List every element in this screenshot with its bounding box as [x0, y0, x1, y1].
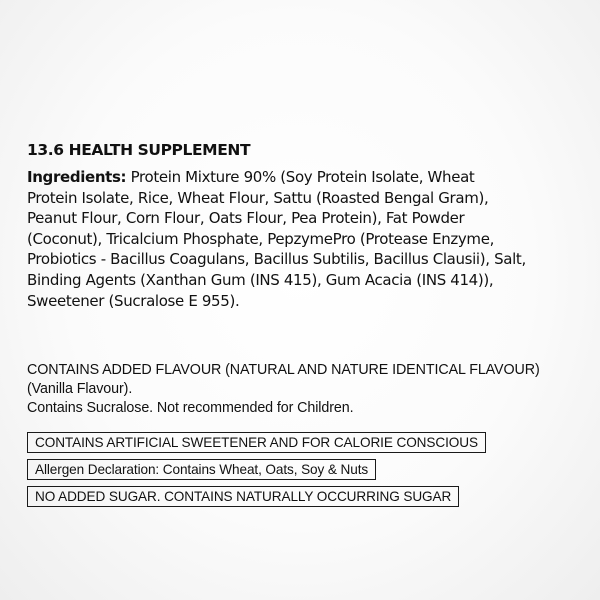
vanilla-statement: (Vanilla Flavour). [27, 381, 133, 397]
ingredients-line: (Coconut), Tricalcium Phosphate, PepzymePro (Protease Enzyme, [27, 229, 494, 248]
ingredients-line: Probiotics - Bacillus Coagulans, Bacillus Subtilis, Bacillus Clausii), Salt, [27, 250, 526, 269]
ingredients-label: Ingredients: [27, 168, 127, 186]
sucralose-statement: Contains Sucralose. Not recommended for Children. [27, 400, 354, 416]
sugar-declaration-box: NO ADDED SUGAR. CONTAINS NATURALLY OCCURRING SUGAR [27, 486, 459, 507]
sweetener-declaration-box: CONTAINS ARTIFICIAL SWEETENER AND FOR CALORIE CONSCIOUS [27, 432, 486, 453]
ingredients-line: Sweetener (Sucralose E 955). [27, 291, 240, 310]
section-title: 13.6 HEALTH SUPPLEMENT [27, 141, 251, 159]
label-panel [27, 140, 587, 311]
ingredients-line: Protein Isolate, Rice, Wheat Flour, Sattu (Roasted Bengal Gram), [27, 188, 489, 207]
notes-block [27, 361, 587, 418]
declaration-boxes [27, 432, 486, 513]
ingredients-line [27, 167, 587, 188]
ingredients-line: Binding Agents (Xanthan Gum (INS 415), Gum Acacia (INS 414)), [27, 270, 494, 289]
allergen-declaration-box: Allergen Declaration: Contains Wheat, Oats, Soy & Nuts [27, 459, 376, 480]
ingredients-text: Protein Mixture 90% (Soy Protein Isolate, Wheat [130, 168, 475, 186]
ingredients-block [27, 167, 587, 311]
flavour-statement: CONTAINS ADDED FLAVOUR (NATURAL AND NATURE IDENTICAL FLAVOUR) [27, 362, 540, 378]
ingredients-line: Peanut Flour, Corn Flour, Oats Flour, Pea Protein), Fat Powder [27, 209, 465, 228]
